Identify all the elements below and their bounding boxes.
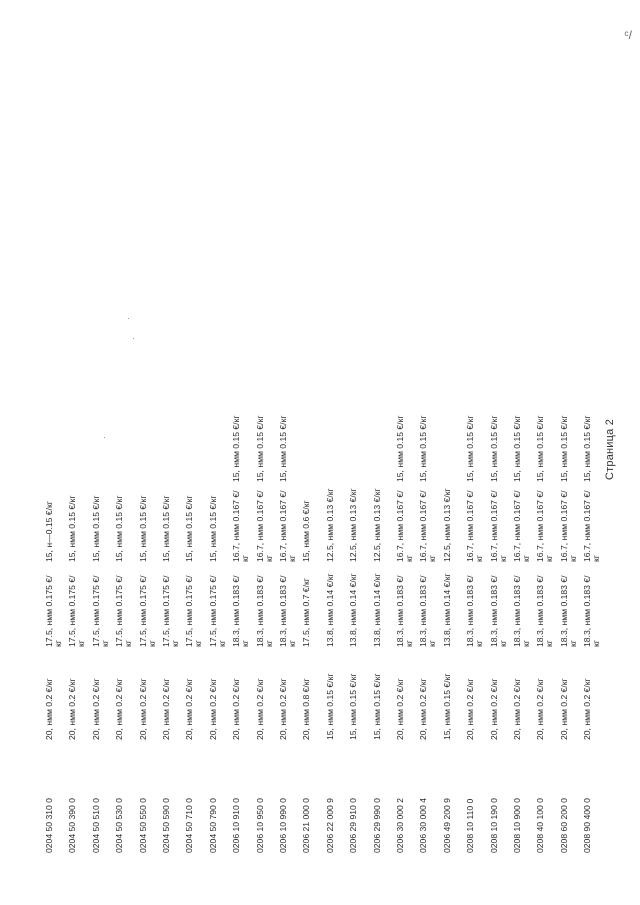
rate-cell: 18.3, нмм 0.183 €/кг — [558, 575, 578, 647]
tariff-code-cell: 0206 10 950 0 — [254, 798, 265, 853]
table-row — [278, 0, 301, 905]
rate-cell: 15, нмм 0.15 €/кг — [582, 415, 593, 482]
rate-cell: 18.3, нмм 0.183 €/кг — [254, 575, 274, 647]
rate-cell: 20, нмм 0.2 €/кг — [67, 678, 78, 740]
rate-cell: 12.5, нмм 0.13 €/кг — [371, 488, 382, 562]
tariff-code-cell: 0204 50 790 0 — [207, 798, 218, 853]
tariff-code-cell: 0206 29 990 0 — [371, 798, 382, 853]
rate-cell: 15, нмм 0.15 €/кг — [114, 495, 125, 562]
table-row — [465, 0, 488, 905]
tariff-code-cell: 0206 49 200 9 — [441, 798, 452, 853]
table-row — [114, 0, 137, 905]
rate-cell: 20, нмм 0.2 €/кг — [137, 678, 148, 740]
rate-cell: 18.3, нмм 0.183 €/кг — [535, 575, 555, 647]
tariff-code-cell: 0204 50 510 0 — [90, 798, 101, 853]
rate-cell: 20, нмм 0.2 €/кг — [512, 678, 522, 740]
rate-cell: 18.3, нмм 0.183 €/кг — [278, 575, 297, 647]
tariff-code-cell: 0208 10 190 0 — [488, 798, 499, 853]
table-row — [489, 0, 512, 905]
table-row — [138, 0, 161, 905]
rate-cell: 15, нмм 0.15 €/кг — [418, 415, 429, 482]
tariff-code-cell: 0206 10 990 0 — [278, 798, 288, 853]
rate-cell: 15, нмм 0.15 €/кг — [278, 415, 288, 482]
rate-cell: 13.8, нмм 0.14 €/кг — [441, 573, 452, 647]
tariff-code-cell: 0204 50 310 0 — [44, 798, 54, 853]
rate-cell: 20, нмм 0.2 €/кг — [418, 678, 429, 740]
handwritten-corner-mark: ᶜ/ — [624, 28, 632, 42]
rate-cell: 20, нмм 0.2 €/кг — [465, 678, 476, 740]
table-row — [535, 0, 558, 905]
rate-cell: 16.7, нмм 0.167 €/кг — [395, 490, 414, 562]
rate-cell: 20, нмм 0.2 €/кг — [114, 678, 125, 740]
rate-cell: 17.5, нмм 0.175 €/кг — [137, 575, 157, 647]
rate-cell: 17.5, нмм 0.175 €/кг — [161, 575, 180, 647]
rate-cell: 18.3, нмм 0.183 €/кг — [512, 575, 531, 647]
rate-cell: 16.7, нмм 0.167 €/кг — [488, 490, 508, 562]
rate-cell: 18.3, нмм 0.183 €/кг — [582, 575, 602, 647]
table-row — [325, 0, 348, 905]
rate-cell: 15, нмм 0.15 €/кг — [558, 415, 569, 482]
rate-cell: 15, нмм 0.15 €/кг — [90, 495, 101, 562]
rate-cell: 20, нмм 0.2 €/кг — [395, 678, 405, 740]
rate-cell: 16.7, нмм 0.167 €/кг — [418, 490, 438, 562]
rate-cell: 18.3, нмм 0.183 €/кг — [418, 575, 438, 647]
tariff-code-cell: 0208 60 200 0 — [558, 798, 569, 853]
rate-cell: 20, нмм 0.2 €/кг — [535, 678, 546, 740]
table-row — [67, 0, 90, 905]
rate-cell: 15, нмм 0.15 €/кг — [371, 673, 382, 740]
rate-cell: 20, нмм 0.2 €/кг — [161, 678, 171, 740]
scan-speck — [104, 437, 105, 438]
rate-cell: 13.8, нмм 0.14 €/кг — [324, 573, 335, 647]
rate-cell: 20, нмм 0.2 €/кг — [488, 678, 499, 740]
rate-cell: 15, нмм 0.15 €/кг — [161, 495, 171, 562]
rate-cell: 15, нмм 0.15 €/кг — [207, 495, 218, 562]
rate-cell: 20, нмм 0.2 €/кг — [90, 678, 101, 740]
tariff-code-cell: 0206 21 000 0 — [301, 798, 312, 853]
rate-cell: 15, нмм 0.15 €/кг — [324, 673, 335, 740]
rate-cell: 17.5, нмм 0.175 €/кг — [90, 575, 110, 647]
scan-speck — [133, 338, 134, 339]
rate-cell: 15, нмм 0.15 €/кг — [395, 415, 405, 482]
tariff-code-cell: 0208 90 400 0 — [582, 798, 593, 853]
rate-cell: 17.5, нмм 0.175 €/кг — [67, 575, 87, 647]
rate-cell: 13.8, нмм 0.14 €/кг — [348, 573, 359, 647]
rate-cell: 20, нмм 0.2 €/кг — [207, 678, 218, 740]
table-row — [418, 0, 441, 905]
tariff-code-cell: 0204 50 530 0 — [114, 798, 125, 853]
rate-cell: 20, нмм 0.2 €/кг — [44, 678, 54, 740]
rate-cell: 17.5, нмм 0.175 €/кг — [207, 575, 227, 647]
rate-cell: 15, нмм 0.6 €/кг — [301, 500, 312, 562]
rate-cell: 15, нмм 0.15 €/кг — [67, 495, 78, 562]
rate-cell: 16.7, нмм 0.167 €/кг — [558, 490, 578, 562]
rate-cell: 13.8, нмм 0.14 €/кг — [371, 573, 382, 647]
table-row — [44, 0, 67, 905]
rate-cell: 12.5, нмм 0.13 €/кг — [324, 488, 335, 562]
rate-cell: 18.3, нмм 0.183 €/кг — [488, 575, 508, 647]
rate-cell: 15, нмм 0.15 €/кг — [441, 673, 452, 740]
rate-cell: 15, нмм 0.15 €/кг — [465, 415, 476, 482]
table-row — [301, 0, 324, 905]
rate-cell: 16.7, нмм 0.167 €/кг — [512, 490, 531, 562]
page-number-label: Страница 2 — [604, 418, 616, 480]
rate-cell: 20, нмм 0.2 €/кг — [582, 678, 593, 740]
rate-cell: 16.7, нмм 0.167 €/кг — [465, 490, 485, 562]
rate-cell: 17.5, нмм 0.175 €/кг — [114, 575, 134, 647]
tariff-code-cell: 0206 30 000 4 — [418, 798, 429, 853]
table-row — [372, 0, 395, 905]
tariff-code-cell: 0204 50 590 0 — [161, 798, 171, 853]
rate-cell: 20, нмм 0.2 €/кг — [184, 678, 195, 740]
table-row — [255, 0, 278, 905]
tariff-code-cell: 0206 22 000 9 — [324, 798, 335, 853]
rate-cell: 20, нмм 0.2 €/кг — [558, 678, 569, 740]
rate-cell: 17.5, нмм 0.7 €/кг — [301, 578, 312, 647]
rate-cell: 15, н—0.15 €/кг — [44, 501, 54, 562]
rate-cell: 15, нмм 0.15 €/кг — [535, 415, 546, 482]
table-row — [395, 0, 418, 905]
table-row — [559, 0, 582, 905]
tariff-code-cell: 0204 50 390 0 — [67, 798, 78, 853]
tariff-code-cell: 0208 40 100 0 — [535, 798, 546, 853]
rate-cell: 20, нмм 0.8 €/кг — [301, 678, 312, 740]
rate-cell: 15, нмм 0.15 €/кг — [137, 495, 148, 562]
rate-cell: 20, нмм 0.2 €/кг — [254, 678, 265, 740]
table-row — [582, 0, 605, 905]
rate-cell: 16.7, нмм 0.167 €/кг — [582, 490, 602, 562]
rate-cell: 20, нмм 0.2 €/кг — [278, 678, 288, 740]
table-row — [442, 0, 465, 905]
rate-cell: 16.7, нмм 0.167 €/кг — [535, 490, 555, 562]
rate-cell: 16.7, нмм 0.167 €/кг — [254, 490, 274, 562]
table-row — [184, 0, 207, 905]
rate-cell: 16.7, нмм 0.167 €/кг — [231, 490, 251, 562]
table-row — [231, 0, 254, 905]
table-row — [512, 0, 535, 905]
rate-cell: 15, нмм 0.15 €/кг — [512, 415, 522, 482]
tariff-code-cell: 0206 30 000 2 — [395, 798, 405, 853]
table-row — [208, 0, 231, 905]
table-row — [161, 0, 184, 905]
tariff-code-cell: 0204 50 710 0 — [184, 798, 195, 853]
tariff-code-cell: 0208 10 110 0 — [465, 798, 476, 853]
table-row — [348, 0, 371, 905]
scan-speck — [128, 318, 129, 319]
rate-cell: 17.5, нмм 0.175 €/кг — [184, 575, 204, 647]
rate-cell: 15, нмм 0.15 €/кг — [254, 415, 265, 482]
rate-cell: 15, нмм 0.15 €/кг — [488, 415, 499, 482]
tariff-code-cell: 0206 29 910 0 — [348, 798, 359, 853]
rate-cell: 12.5, нмм 0.13 €/кг — [348, 488, 359, 562]
rate-cell: 12.5, нмм 0.13 €/кг — [441, 488, 452, 562]
rate-cell: 15, нмм 0.15 €/кг — [348, 673, 359, 740]
rate-cell: 18.3, нмм 0.183 €/кг — [395, 575, 414, 647]
tariff-code-cell: 0204 50 550 0 — [137, 798, 148, 853]
rate-cell: 17.5, нмм 0.175 €/кг — [44, 575, 63, 647]
rate-cell: 15, нмм 0.15 €/кг — [231, 415, 242, 482]
rate-cell: 15, нмм 0.15 €/кг — [184, 495, 195, 562]
rate-cell: 20, нмм 0.2 €/кг — [231, 678, 242, 740]
rate-cell: 18.3, нмм 0.183 €/кг — [465, 575, 485, 647]
tariff-code-cell: 0208 10 900 0 — [512, 798, 522, 853]
rate-cell: 18.3, нмм 0.183 €/кг — [231, 575, 251, 647]
tariff-code-cell: 0206 10 910 0 — [231, 798, 242, 853]
rate-cell: 16.7, нмм 0.167 €/кг — [278, 490, 297, 562]
table-row — [91, 0, 114, 905]
